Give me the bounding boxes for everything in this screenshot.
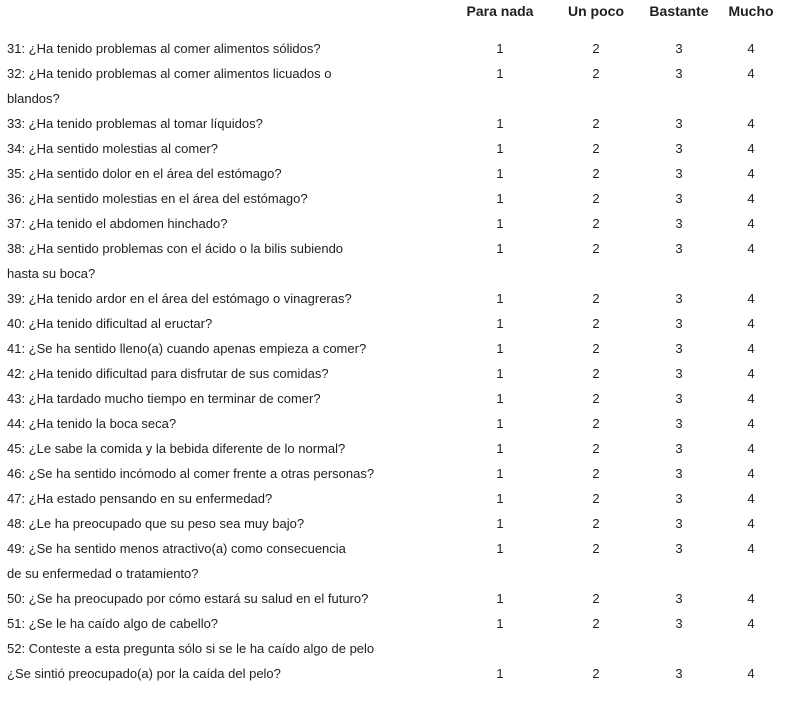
question-row — [0, 336, 788, 361]
question-text: 40: ¿Ha tenido dificultad al eructar? — [7, 316, 213, 331]
scale-option-1[interactable]: 1 — [496, 491, 504, 506]
scale-option-2[interactable]: 2 — [592, 191, 600, 206]
scale-option-2[interactable]: 2 — [592, 441, 600, 456]
scale-option-1[interactable]: 1 — [496, 341, 504, 356]
scale-option-1[interactable]: 1 — [496, 191, 504, 206]
scale-option-3[interactable]: 3 — [675, 141, 683, 156]
question-text: 32: ¿Ha tenido problemas al comer alimentos licuados o — [7, 66, 332, 81]
scale-option-1[interactable]: 1 — [496, 241, 504, 256]
scale-option-3[interactable]: 3 — [675, 591, 683, 606]
question-text: 48: ¿Le ha preocupado que su peso sea muy bajo? — [7, 516, 305, 531]
scale-option-3[interactable]: 3 — [675, 191, 683, 206]
scale-option-2[interactable]: 2 — [592, 316, 600, 331]
scale-option-3[interactable]: 3 — [675, 341, 683, 356]
scale-option-4[interactable]: 4 — [747, 391, 755, 406]
header-para-nada: Para nada — [466, 3, 534, 19]
question-text: 42: ¿Ha tenido dificultad para disfrutar de sus comidas? — [7, 366, 329, 381]
scale-option-4[interactable]: 4 — [747, 216, 755, 231]
question-row — [0, 386, 788, 411]
scale-option-1[interactable]: 1 — [496, 291, 504, 306]
question-text: 39: ¿Ha tenido ardor en el área del estómago o vinagreras? — [7, 291, 352, 306]
scale-option-2[interactable]: 2 — [592, 416, 600, 431]
question-row — [0, 586, 788, 611]
question-row-continuation — [0, 86, 788, 111]
scale-option-2[interactable]: 2 — [592, 541, 600, 556]
scale-option-3[interactable]: 3 — [675, 166, 683, 181]
scale-option-3[interactable]: 3 — [675, 616, 683, 631]
scale-option-3[interactable]: 3 — [675, 466, 683, 481]
scale-option-1[interactable]: 1 — [496, 366, 504, 381]
question-row — [0, 361, 788, 386]
header-un-poco: Un poco — [568, 3, 624, 19]
scale-option-1[interactable]: 1 — [496, 516, 504, 531]
scale-option-3[interactable]: 3 — [675, 41, 683, 56]
question-text: 34: ¿Ha sentido molestias al comer? — [7, 141, 218, 156]
scale-option-1[interactable]: 1 — [496, 441, 504, 456]
scale-option-2[interactable]: 2 — [592, 216, 600, 231]
scale-option-3[interactable]: 3 — [675, 441, 683, 456]
scale-option-1[interactable]: 1 — [496, 416, 504, 431]
question-text: 37: ¿Ha tenido el abdomen hinchado? — [7, 216, 228, 231]
scale-option-1[interactable]: 1 — [496, 616, 504, 631]
question-text: 47: ¿Ha estado pensando en su enfermedad? — [7, 491, 273, 506]
scale-option-4[interactable]: 4 — [747, 316, 755, 331]
scale-option-3[interactable]: 3 — [675, 241, 683, 256]
question-row — [0, 211, 788, 236]
scale-option-4[interactable]: 4 — [747, 366, 755, 381]
scale-option-3[interactable]: 3 — [675, 66, 683, 81]
question-text: 43: ¿Ha tardado mucho tiempo en terminar de comer? — [7, 391, 321, 406]
question-row — [0, 536, 788, 561]
scale-option-1[interactable]: 1 — [496, 591, 504, 606]
scale-option-1[interactable]: 1 — [496, 316, 504, 331]
scale-option-1[interactable]: 1 — [496, 541, 504, 556]
question-row-continuation — [0, 261, 788, 286]
scale-option-1[interactable]: 1 — [496, 41, 504, 56]
scale-option-1[interactable]: 1 — [496, 116, 504, 131]
scale-option-2[interactable]: 2 — [592, 391, 600, 406]
scale-option-4[interactable]: 4 — [747, 516, 755, 531]
scale-option-4[interactable]: 4 — [747, 416, 755, 431]
scale-option-2[interactable]: 2 — [592, 141, 600, 156]
scale-option-3[interactable]: 3 — [675, 216, 683, 231]
question-text: 46: ¿Se ha sentido incómodo al comer frente a otras personas? — [7, 466, 375, 481]
scale-option-2[interactable]: 2 — [592, 666, 600, 681]
question-row — [0, 311, 788, 336]
scale-option-4[interactable]: 4 — [747, 441, 755, 456]
question-text: 50: ¿Se ha preocupado por cómo estará su salud en el futuro? — [7, 591, 369, 606]
question-row — [0, 436, 788, 461]
question-row — [0, 136, 788, 161]
scale-option-2[interactable]: 2 — [592, 41, 600, 56]
question-row — [0, 161, 788, 186]
question-row — [0, 461, 788, 486]
scale-option-4[interactable]: 4 — [747, 241, 755, 256]
scale-option-4[interactable]: 4 — [747, 541, 755, 556]
question-row — [0, 486, 788, 511]
scale-option-3[interactable]: 3 — [675, 366, 683, 381]
scale-option-4[interactable]: 4 — [747, 116, 755, 131]
question-text: blandos? — [7, 91, 60, 106]
scale-option-3[interactable]: 3 — [675, 291, 683, 306]
question-text: 38: ¿Ha sentido problemas con el ácido o la bilis subiendo — [7, 241, 344, 256]
question-text: 33: ¿Ha tenido problemas al tomar líquidos? — [7, 116, 263, 131]
question-row — [0, 511, 788, 536]
scale-option-4[interactable]: 4 — [747, 341, 755, 356]
question-row-continuation — [0, 561, 788, 586]
scale-option-1[interactable]: 1 — [496, 166, 504, 181]
question-row — [0, 111, 788, 136]
scale-option-3[interactable]: 3 — [675, 316, 683, 331]
scale-option-2[interactable]: 2 — [592, 166, 600, 181]
question-row — [0, 236, 788, 261]
question-text: ¿Se sintió preocupado(a) por la caída del pelo? — [7, 666, 281, 681]
header-bastante: Bastante — [649, 3, 709, 19]
scale-option-4[interactable]: 4 — [747, 491, 755, 506]
scale-option-4[interactable]: 4 — [747, 591, 755, 606]
scale-option-3[interactable]: 3 — [675, 516, 683, 531]
scale-option-2[interactable]: 2 — [592, 341, 600, 356]
question-row — [0, 36, 788, 61]
scale-option-2[interactable]: 2 — [592, 66, 600, 81]
scale-option-3[interactable]: 3 — [675, 491, 683, 506]
question-row — [0, 611, 788, 636]
scale-option-2[interactable]: 2 — [592, 491, 600, 506]
scale-option-2[interactable]: 2 — [592, 591, 600, 606]
scale-option-2[interactable]: 2 — [592, 241, 600, 256]
scale-option-4[interactable]: 4 — [747, 41, 755, 56]
question-text: 36: ¿Ha sentido molestias en el área del estómago? — [7, 191, 308, 206]
question-row — [0, 61, 788, 86]
question-row — [0, 186, 788, 211]
scale-option-2[interactable]: 2 — [592, 116, 600, 131]
scale-option-2[interactable]: 2 — [592, 466, 600, 481]
question-text: 35: ¿Ha sentido dolor en el área del estómago? — [7, 166, 282, 181]
scale-option-4[interactable]: 4 — [747, 616, 755, 631]
question-text: 41: ¿Se ha sentido lleno(a) cuando apenas empieza a comer? — [7, 341, 367, 356]
scale-option-1[interactable]: 1 — [496, 466, 504, 481]
scale-option-1[interactable]: 1 — [496, 391, 504, 406]
question-text: 52: Conteste a esta pregunta sólo si se le ha caído algo de pelo — [7, 641, 375, 656]
question-text: hasta su boca? — [7, 266, 96, 281]
question-row — [0, 411, 788, 436]
scale-option-3[interactable]: 3 — [675, 541, 683, 556]
scale-option-4[interactable]: 4 — [747, 166, 755, 181]
scale-option-4[interactable]: 4 — [747, 191, 755, 206]
scale-option-4[interactable]: 4 — [747, 66, 755, 81]
scale-option-4[interactable]: 4 — [747, 291, 755, 306]
scale-option-3[interactable]: 3 — [675, 416, 683, 431]
scale-option-1[interactable]: 1 — [496, 141, 504, 156]
scale-option-2[interactable]: 2 — [592, 516, 600, 531]
question-text: 31: ¿Ha tenido problemas al comer alimentos sólidos? — [7, 41, 321, 56]
scale-option-3[interactable]: 3 — [675, 391, 683, 406]
scale-option-4[interactable]: 4 — [747, 666, 755, 681]
question-text: 45: ¿Le sabe la comida y la bebida diferente de lo normal? — [7, 441, 346, 456]
scale-option-2[interactable]: 2 — [592, 616, 600, 631]
question-text: 51: ¿Se le ha caído algo de cabello? — [7, 616, 219, 631]
question-row-continuation — [0, 661, 788, 686]
scale-option-2[interactable]: 2 — [592, 291, 600, 306]
scale-option-4[interactable]: 4 — [747, 466, 755, 481]
header-mucho: Mucho — [728, 3, 774, 19]
question-row — [0, 286, 788, 311]
scale-option-4[interactable]: 4 — [747, 141, 755, 156]
question-row — [0, 636, 788, 661]
scale-option-1[interactable]: 1 — [496, 66, 504, 81]
question-text: de su enfermedad o tratamiento? — [7, 566, 199, 581]
question-text: 49: ¿Se ha sentido menos atractivo(a) como consecuencia — [7, 541, 346, 556]
scale-option-1[interactable]: 1 — [496, 216, 504, 231]
scale-option-3[interactable]: 3 — [675, 116, 683, 131]
question-text: 44: ¿Ha tenido la boca seca? — [7, 416, 177, 431]
scale-option-1[interactable]: 1 — [496, 666, 504, 681]
scale-option-2[interactable]: 2 — [592, 366, 600, 381]
scale-option-3[interactable]: 3 — [675, 666, 683, 681]
